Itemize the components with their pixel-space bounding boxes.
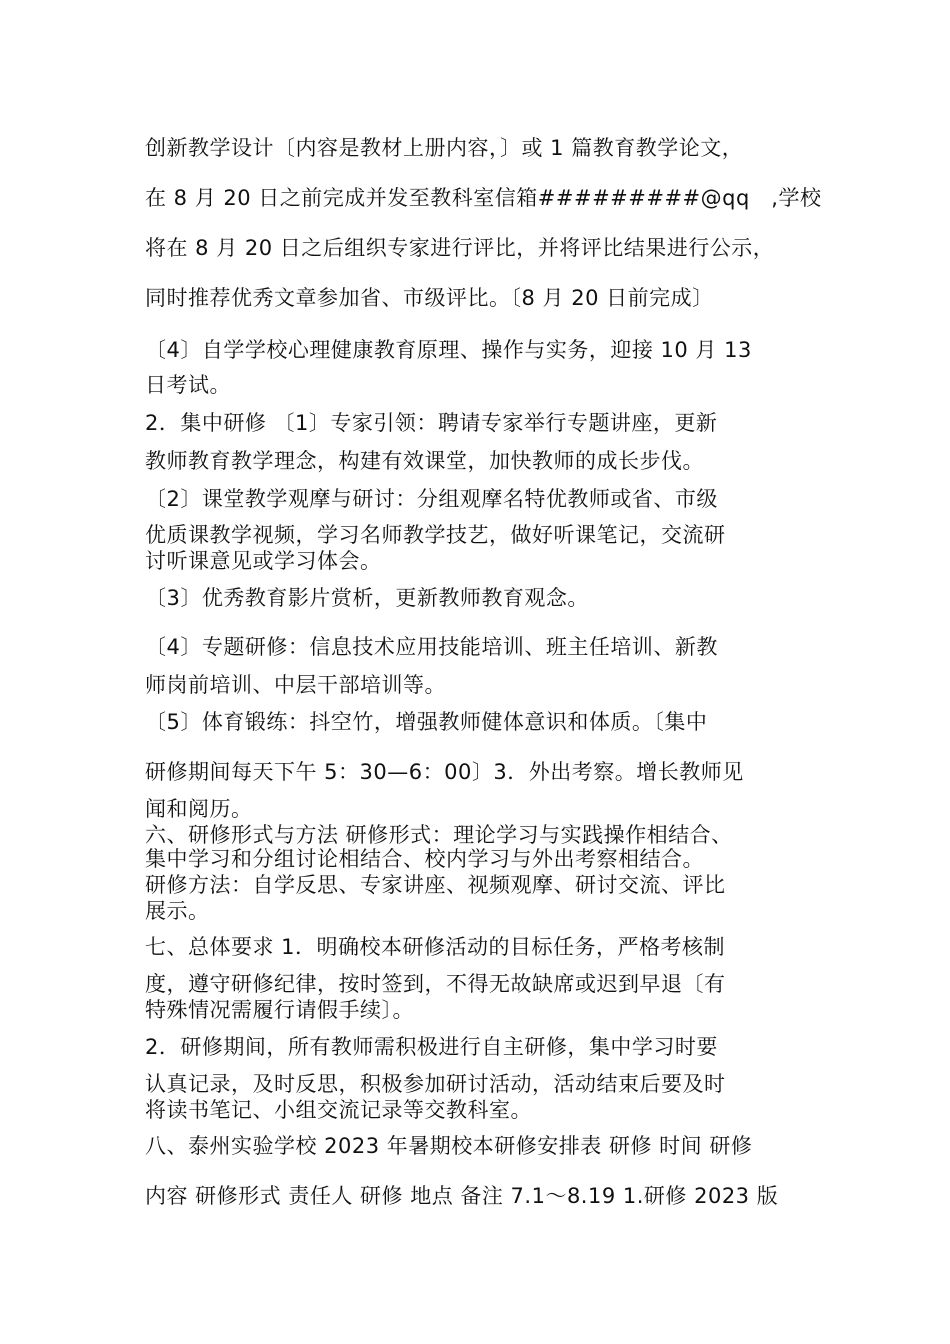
- text-line: 教师教育教学理念，构建有效课堂，加快教师的成长步伐。: [145, 449, 704, 473]
- text-line: 日考试。: [145, 373, 231, 397]
- text-line: 特殊情况需履行请假手续〕。: [145, 998, 414, 1022]
- text-line: 〔3〕优秀教育影片赏析，更新教师教育观念。: [145, 586, 589, 610]
- text-line: 认真记录，及时反思，积极参加研讨活动，活动结束后要及时: [145, 1072, 726, 1096]
- text-line: 展示。: [145, 899, 210, 923]
- text-line: 创新教学设计〔内容是教材上册内容，〕或 1 篇教育教学论文，: [145, 136, 744, 160]
- text-line: 〔2〕课堂教学观摩与研讨：分组观摩名特优教师或省、市级: [145, 487, 718, 511]
- text-line: 集中学习和分组讨论相结合、校内学习与外出考察相结合。: [145, 847, 704, 871]
- text-line: 将读书笔记、小组交流记录等交教科室。: [145, 1098, 532, 1122]
- text-line: 闻和阅历。: [145, 797, 253, 821]
- text-line: 八、泰州实验学校 2023 年暑期校本研修安排表 研修 时间 研修: [145, 1134, 753, 1158]
- text-line: 将在 8 月 20 日之后组织专家进行评比，并将评比结果进行公示，: [145, 236, 775, 260]
- text-line: 讨听课意见或学习体会。: [145, 549, 382, 573]
- text-line: 七、总体要求 1．明确校本研修活动的目标任务，严格考核制: [145, 935, 726, 959]
- text-line: 内容 研修形式 责任人 研修 地点 备注 7.1～8.19 1.研修 2023 版: [145, 1184, 779, 1208]
- text-line: 〔4〕专题研修：信息技术应用技能培训、班主任培训、新教: [145, 635, 718, 659]
- text-line: 师岗前培训、中层干部培训等。: [145, 673, 446, 697]
- text-line: 同时推荐优秀文章参加省、市级评比。〔8 月 20 日前完成〕: [145, 286, 714, 310]
- text-line: 2．集中研修 〔1〕专家引领：聘请专家举行专题讲座，更新: [145, 411, 718, 435]
- text-line: 〔4〕自学学校心理健康教育原理、操作与实务，迎接 10 月 13: [145, 338, 752, 362]
- text-line: 度，遵守研修纪律，按时签到，不得无故缺席或迟到早退〔有: [145, 972, 726, 996]
- text-line: 研修期间每天下午 5：30—6：00〕3．外出考察。增长教师见: [145, 760, 744, 784]
- text-line: 研修方法：自学反思、专家讲座、视频观摩、研讨交流、评比: [145, 873, 726, 897]
- text-line: 〔5〕体育锻练：抖空竹，增强教师健体意识和体质。〔集中: [145, 710, 708, 734]
- text-line: 优质课教学视频，学习名师教学技艺，做好听课笔记，交流研: [145, 523, 726, 547]
- text-line: 2．研修期间，所有教师需积极进行自主研修，集中学习时要: [145, 1035, 718, 1059]
- text-line: 六、研修形式与方法 研修形式：理论学习与实践操作相结合、: [145, 823, 733, 847]
- text-line: 在 8 月 20 日之前完成并发至教科室信箱#########@qq ,学校: [145, 186, 822, 210]
